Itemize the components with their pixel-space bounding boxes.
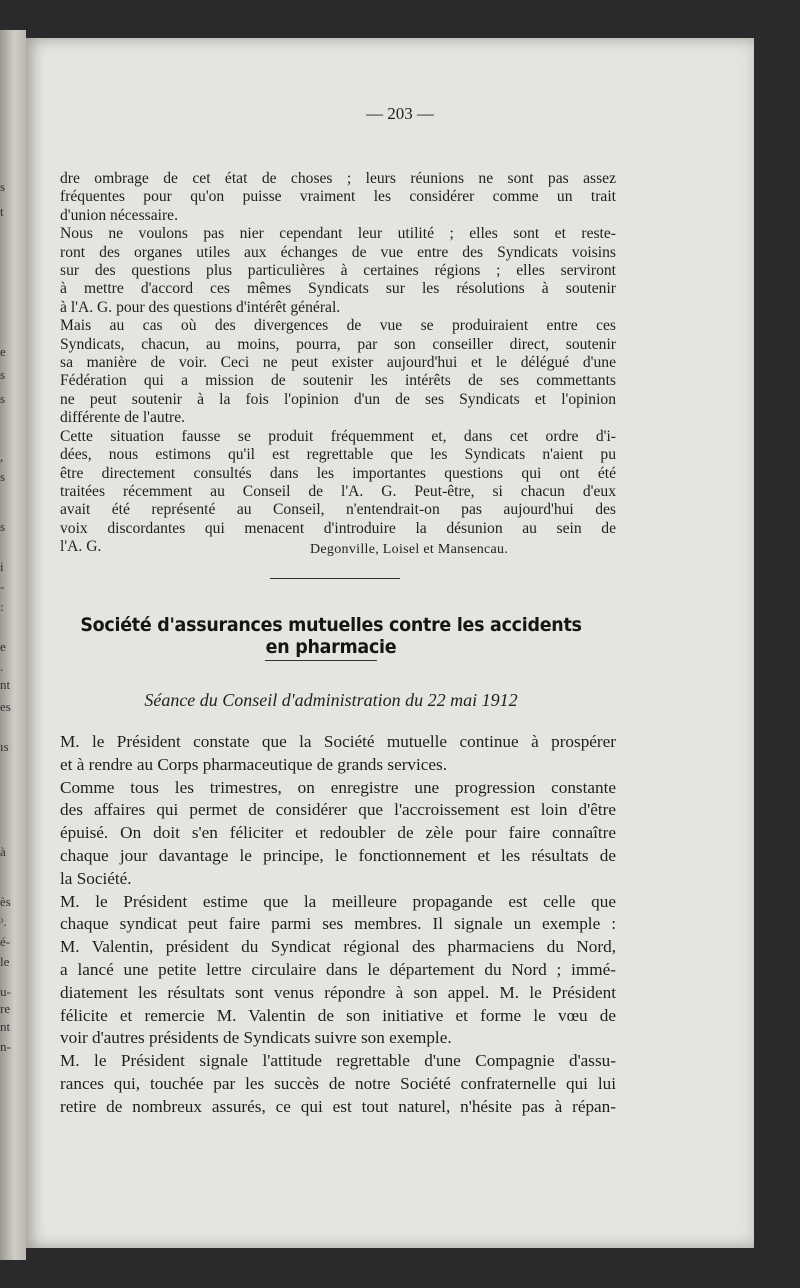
text-line: a lancé une petite lettre circulaire dans le département du Nord ; immé- — [60, 959, 616, 979]
margin-fragment: t — [0, 204, 4, 219]
text-line: Syndicats, chacun, au moins, pourra, par son conseiller direct, soutenir — [60, 335, 616, 353]
paragraph — [46, 170, 616, 225]
margin-fragment: e — [0, 344, 6, 359]
text-line: et à rendre au Corps pharmaceutique de grands services. — [60, 754, 448, 774]
text-line: M. le Président constate que la Société mutuelle continue à prospérer — [60, 732, 616, 751]
paragraph — [46, 317, 616, 427]
margin-fragment: nt — [0, 1019, 11, 1034]
text-line: différente de l'autre. — [60, 409, 186, 427]
text-line: ront des organes utiles aux échanges de vue entre des Syndicats voisins — [60, 243, 616, 261]
text-line: Nous ne voulons pas nier cependant leur utilité ; elles sont et reste- — [60, 225, 616, 243]
text-line: sur des questions plus particulières à certaines régions ; elles serviront — [60, 262, 616, 280]
margin-fragment: s — [0, 519, 6, 534]
margin-fragment: s — [0, 391, 6, 406]
margin-fragment: , — [0, 449, 4, 464]
text-line: être directement consultés dans les importantes questions qui ont été — [60, 464, 616, 482]
text-line: des affaires qui permet de considérer que l'accroissement est loin d'être — [60, 800, 616, 820]
margin-fragment: . — [0, 659, 4, 674]
scan-background-top — [0, 0, 800, 38]
margin-fragment: i — [0, 559, 4, 574]
text-line: ne peut soutenir à la fois l'opinion d'un de ses Syndicats et l'opinion — [60, 390, 616, 408]
text-line: voir d'autres présidents de Syndicats suivre son exemple. — [60, 1028, 452, 1048]
margin-fragment: s — [0, 179, 6, 194]
section-divider — [270, 578, 400, 579]
text-line: M. Valentin, président du Syndicat régional des pharmaciens du Nord, — [60, 937, 616, 957]
text-line: l'A. G. — [60, 538, 102, 556]
text-line: avait été représenté au Conseil, n'entendrait-on pas aujourd'hui des — [60, 501, 616, 519]
body-text-block — [46, 731, 616, 1119]
section-subheading: Séance du Conseil d'administration du 22 mai 1912 — [144, 690, 518, 710]
text-line: M. le Président estime que la meilleure propagande est celle que — [60, 891, 616, 911]
margin-fragment: n- — [0, 1039, 11, 1054]
paragraph — [46, 777, 616, 891]
text-line: à l'A. G. pour des questions d'intérêt général. — [60, 298, 341, 316]
text-line: Mais au cas où des divergences de vue se produiraient entre ces — [60, 317, 616, 335]
text-line: diatement les résultats sont venus répondre à son appel. M. le Président — [60, 982, 616, 1002]
text-line: sa manière de voir. Ceci ne peut exister aujourd'hui et le délégué d'une — [60, 354, 616, 372]
paragraph — [46, 1050, 616, 1118]
text-line: Comme tous les trimestres, on enregistre une progression constante — [60, 777, 616, 797]
text-line: retire de nombreux assurés, ce qui est tout naturel, n'hésite pas à répan- — [60, 1096, 616, 1116]
text-line: félicite et remercie M. Valentin de son initiative et forme le vœu de — [60, 1005, 616, 1025]
text-line: chaque syndicat peut faire parmi ses membres. Il signale un exemple : — [60, 914, 616, 934]
margin-fragment: ᵓ. — [0, 914, 7, 929]
text-line: à mettre d'accord ces mêmes Syndicats sur les résolutions à soutenir — [60, 280, 616, 298]
margin-fragment: ès — [0, 894, 11, 909]
margin-fragment: à — [0, 844, 6, 859]
margin-fragment: nt — [0, 677, 11, 692]
text-line: chaque jour davantage le principe, le fonctionnement et les résultats de — [60, 845, 616, 865]
margin-fragment: ıs — [0, 739, 9, 754]
paragraph — [46, 891, 616, 1051]
text-line: dre ombrage de cet état de choses ; leurs réunions ne sont pas assez — [60, 170, 616, 187]
text-line: traitées récemment au Conseil de l'A. G. Peut-être, si chacun d'eux — [60, 482, 616, 500]
text-line: rances qui, touchée par les succès de notre Société confraternelle qui lui — [60, 1073, 616, 1093]
paragraph — [46, 428, 616, 557]
text-line: Cette situation fausse se produit fréquemment et, dans cet ordre d'i- — [60, 427, 616, 445]
text-line: Fédération qui a mission de soutenir les intérêts de ses commettants — [60, 372, 616, 390]
text-line: voix discordantes qui menacent d'introduire la désunion au sein de — [60, 519, 616, 537]
margin-fragment: u- — [0, 984, 11, 999]
text-line: d'union nécessaire. — [60, 206, 178, 224]
text-line: épuisé. On doit s'en féliciter et redoubler de zèle pour faire connaître — [60, 823, 616, 843]
section-heading: Société d'assurances mutuelles contre les accidents en pharmacie — [80, 614, 582, 658]
margin-fragment: - — [0, 579, 5, 594]
margin-fragment: s — [0, 469, 6, 484]
margin-fragment: : — [0, 599, 4, 614]
text-line: M. le Président signale l'attitude regrettable d'une Compagnie d'assu- — [60, 1051, 616, 1071]
paragraph — [46, 731, 616, 777]
margin-fragment: s — [0, 367, 6, 382]
margin-fragment: re — [0, 1001, 11, 1016]
margin-fragment: es — [0, 699, 11, 714]
margin-fragment: é- — [0, 934, 11, 949]
signature-line: Degonville, Loisel et Mansencau. — [310, 542, 509, 557]
page-number: — 203 — — [366, 104, 434, 123]
text-line: fréquentes pour qu'on puisse vraiment les considérer comme un trait — [60, 188, 616, 206]
text-line: dées, nous estimons qu'il est regrettable que les Syndicats n'aient pu — [60, 446, 616, 464]
paragraph — [46, 225, 616, 317]
margin-fragment: e — [0, 639, 6, 654]
top-text-block — [46, 170, 616, 557]
margin-fragment: le — [0, 954, 10, 969]
text-line: la Société. — [60, 868, 132, 888]
heading-divider — [265, 660, 377, 661]
